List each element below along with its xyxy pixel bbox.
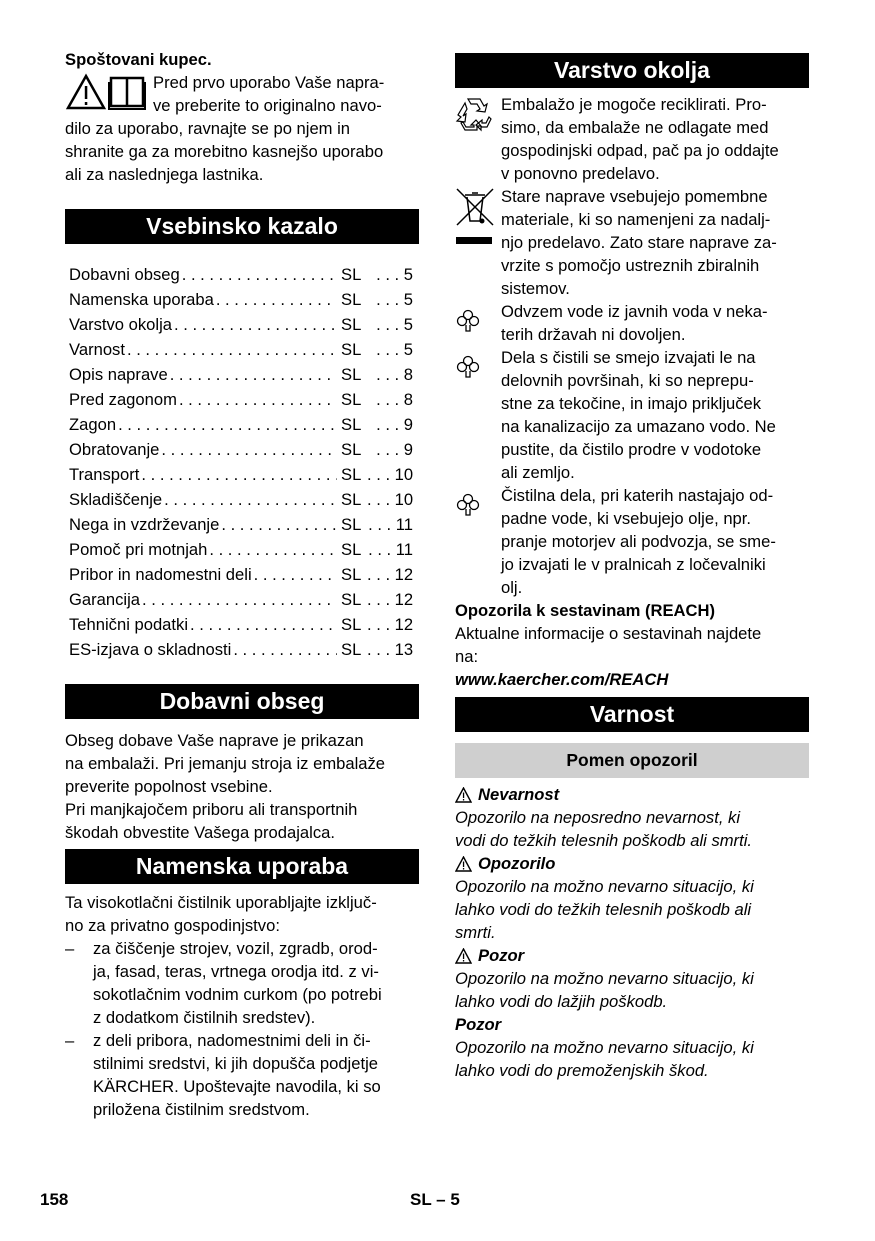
env-item: [455, 300, 809, 346]
use-text: [65, 891, 419, 1121]
toc-entry-label: Nega in vzdrževanje: [69, 515, 220, 534]
toc-entry-page: . . . 8: [367, 387, 413, 412]
toc-entry-label: Obratovanje: [69, 440, 160, 459]
toc-entry-lang: SL: [341, 515, 362, 534]
reach-link[interactable]: www.kaercher.com/REACH: [455, 670, 669, 689]
env-heading: Varstvo okolja: [455, 53, 809, 88]
env-item-text: [501, 93, 779, 185]
hazard-title: [455, 852, 809, 875]
crossed-bin-icon: [455, 185, 501, 300]
scope-heading: Dobavni obseg: [65, 684, 419, 719]
text-line: olj.: [501, 578, 523, 597]
text-line: Opozorilo na neposredno nevarnost, ki: [455, 808, 741, 827]
toc-leader: [161, 437, 337, 462]
toc-leader: [142, 587, 337, 612]
env-item: [455, 93, 809, 185]
toc-entry-page: . . . 10: [367, 462, 413, 487]
toc-leader: [182, 262, 337, 287]
toc-leader: [164, 487, 337, 512]
bullet-item: [65, 937, 419, 1029]
toc-entry-label: Varnost: [69, 340, 125, 359]
intro-line: shranite ga za morebitno kasnejšo uporabo: [65, 142, 384, 161]
text-line: Embalažo je mogoče reciklirati. Pro-: [501, 95, 767, 114]
table-of-contents: [69, 262, 413, 662]
text-line: vrzite s pomočjo ustreznih zbiralnih: [501, 256, 760, 275]
toc-entry-page: . . . 5: [367, 337, 413, 362]
text-line: no za privatno gospodinjstvo:: [65, 916, 280, 935]
toc-entry-page: . . . 9: [367, 412, 413, 437]
text-line: pranje motorjev ali podvozja, se sme-: [501, 532, 776, 551]
text-line: sistemov.: [501, 279, 570, 298]
toc-entry-lang: SL: [341, 390, 362, 409]
text-line: na kanalizacijo za umazano vodo. Ne: [501, 417, 776, 436]
page-number: 158: [40, 1190, 69, 1209]
toc-entry[interactable]: [69, 637, 413, 662]
text-line: v ponovno predelavo.: [501, 164, 660, 183]
toc-leader: [179, 387, 337, 412]
text-line: njo predelavo. Zato stare naprave za-: [501, 233, 777, 252]
text-line: z deli pribora, nadomestnimi deli in či-: [93, 1031, 371, 1050]
text-line: ja, fasad, teras, vrtnega orodja itd. z vi-: [93, 962, 379, 981]
warning-icon: [455, 856, 478, 872]
env-item-text: [501, 300, 768, 346]
section-page: SL – 5: [410, 1190, 460, 1209]
text-line: na:: [455, 647, 479, 666]
toc-entry[interactable]: [69, 387, 413, 412]
toc-entry[interactable]: [69, 487, 413, 512]
toc-entry-lang: SL: [341, 290, 362, 309]
toc-entry-label: Garancija: [69, 590, 141, 609]
text-line: Stare naprave vsebujejo pomembne: [501, 187, 768, 206]
toc-entry-lang: SL: [341, 365, 362, 384]
environment-icon: [455, 300, 501, 346]
recycle-icon: [455, 93, 501, 185]
toc-entry-page: . . . 5: [367, 262, 413, 287]
hazard-title: [455, 783, 809, 806]
toc-entry-lang: SL: [341, 490, 362, 509]
toc-leader: [233, 637, 337, 662]
dash-marker: –: [65, 1031, 75, 1050]
toc-leader: [254, 562, 337, 587]
text-line: Odvzem vode iz javnih voda v neka-: [501, 302, 768, 321]
toc-entry-lang: SL: [341, 440, 362, 459]
toc-entry[interactable]: [69, 462, 413, 487]
reach: [455, 599, 809, 691]
intro-icons: [65, 71, 153, 117]
intro-line: Pred prvo uporabo Vaše napra-: [153, 73, 385, 92]
env-items: [455, 93, 809, 599]
toc-entry-lang: SL: [341, 315, 362, 334]
text-line: Obseg dobave Vaše naprave je prikazan: [65, 731, 364, 750]
toc-entry[interactable]: [69, 437, 413, 462]
env-item: [455, 185, 809, 300]
env-item: [455, 484, 809, 599]
toc-entry-lang: SL: [341, 465, 362, 484]
toc-leader: [221, 512, 337, 537]
toc-entry-page: . . . 9: [367, 437, 413, 462]
text-line: Opozorilo na možno nevarno situacijo, ki: [455, 877, 754, 896]
toc-entry-page: . . . 13: [367, 637, 413, 662]
toc-entry-label: Pribor in nadomestni deli: [69, 565, 252, 584]
toc-entry-lang: SL: [341, 540, 362, 559]
scope-text: [65, 729, 419, 844]
toc-entry-lang: SL: [341, 415, 362, 434]
toc-entry[interactable]: [69, 512, 413, 537]
warning-icon: [455, 787, 478, 803]
text-line: Dela s čistili se smejo izvajati le na: [501, 348, 756, 367]
toc-entry-label: Zagon: [69, 415, 117, 434]
toc-entry-label: Transport: [69, 465, 140, 484]
text-line: materiale, ki so namenjeni za nadalj-: [501, 210, 771, 229]
toc-entry-lang: SL: [341, 265, 362, 284]
warning-and-manual-icon: [65, 73, 149, 111]
toc-leader: [209, 537, 337, 562]
hazard-level: [455, 852, 809, 944]
bullet-item: [65, 1029, 419, 1121]
toc-entry-label: Opis naprave: [69, 365, 168, 384]
environment-icon: [455, 484, 501, 599]
toc-leader: [118, 412, 337, 437]
text-line: lahko vodi do lažjih poškodb.: [455, 992, 668, 1011]
hazard-title-text: Nevarnost: [478, 785, 560, 804]
env-item-text: [501, 484, 776, 599]
intro: [65, 48, 419, 186]
text-line: terih državah ni dovoljen.: [501, 325, 686, 344]
text-line: za čiščenje strojev, vozil, zgradb, orod-: [93, 939, 378, 958]
safety-heading: Varnost: [455, 697, 809, 732]
warning-icon: [455, 948, 478, 964]
toc-entry-lang: SL: [341, 615, 362, 634]
safety-subheading: Pomen opozoril: [455, 743, 809, 778]
env-item-text: [501, 185, 777, 300]
use-heading: Namenska uporaba: [65, 849, 419, 884]
toc-entry-page: . . . 8: [367, 362, 413, 387]
intro-line: ve preberite to originalno navo-: [153, 96, 382, 115]
toc-entry[interactable]: [69, 562, 413, 587]
text-line: stne za tekočine, in imajo priključek: [501, 394, 762, 413]
intro-line: dilo za uporabo, ravnajte se po njem in: [65, 119, 351, 138]
text-line: lahko vodi do težkih telesnih poškodb ali: [455, 900, 752, 919]
toc-entry-lang: SL: [341, 340, 362, 359]
toc-entry-label: Dobavni obseg: [69, 265, 180, 284]
toc-entry-page: . . . 5: [367, 287, 413, 312]
toc-entry-label: ES-izjava o skladnosti: [69, 640, 232, 659]
text-line: padne vode, ki vsebujejo olje, npr.: [501, 509, 751, 528]
toc-entry[interactable]: [69, 412, 413, 437]
env-item: [455, 346, 809, 484]
toc-entry-page: . . . 5: [367, 312, 413, 337]
toc-entry-label: Skladiščenje: [69, 490, 163, 509]
toc-entry[interactable]: [69, 312, 413, 337]
toc-entry-label: Pomoč pri motnjah: [69, 540, 208, 559]
toc-entry[interactable]: [69, 537, 413, 562]
intro-line: ali za naslednjega lastnika.: [65, 165, 264, 184]
text-line: priložena čistilnim sredstvom.: [93, 1100, 310, 1119]
toc-entry-page: . . . 12: [367, 562, 413, 587]
hazard-level: [455, 783, 809, 852]
toc-entry-label: Pred zagonom: [69, 390, 177, 409]
text-line: Ta visokotlačni čistilnik uporabljajte izključ-: [65, 893, 377, 912]
toc-leader: [216, 287, 337, 312]
toc-heading: Vsebinsko kazalo: [65, 209, 419, 244]
toc-leader: [127, 337, 337, 362]
text-line: stilnimi sredstvi, ki jih dopušča podjetje: [93, 1054, 378, 1073]
toc-entry-lang: SL: [341, 565, 362, 584]
text-line: z dodatkom čistilnih sredstev).: [93, 1008, 316, 1027]
hazard-levels: [455, 783, 809, 1082]
toc-entry-page: . . . 12: [367, 587, 413, 612]
text-line: lahko vodi do premoženjskih škod.: [455, 1061, 709, 1080]
text-line: Opozorilo na možno nevarno situacijo, ki: [455, 969, 754, 988]
toc-entry-label: Varstvo okolja: [69, 315, 172, 334]
toc-entry-lang: SL: [341, 640, 362, 659]
text-line: na embalaži. Pri jemanju stroja iz embalaže: [65, 754, 386, 773]
text-line: delovnih površinah, ki so neprepu-: [501, 371, 754, 390]
text-line: gospodinjski odpad, pač pa jo oddajte: [501, 141, 779, 160]
hazard-title-text: Opozorilo: [478, 854, 556, 873]
hazard-level: [455, 944, 809, 1013]
text-line: ali zemljo.: [501, 463, 575, 482]
toc-entry[interactable]: [69, 337, 413, 362]
toc-entry-label: Tehnični podatki: [69, 615, 188, 634]
text-line: vodi do težkih telesnih poškodb ali smrti.: [455, 831, 752, 850]
text-line: jo izvajati le v pralnicah z ločevalniki: [501, 555, 766, 574]
env-item-text: [501, 346, 776, 484]
text-line: simo, da embalaže ne odlagate med: [501, 118, 769, 137]
toc-entry[interactable]: [69, 587, 413, 612]
text-line: Aktualne informacije o sestavinah najdete: [455, 624, 762, 643]
environment-icon: [455, 346, 501, 484]
reach-title: Opozorila k sestavinam (REACH): [455, 601, 716, 620]
text-line: Opozorilo na možno nevarno situacijo, ki: [455, 1038, 754, 1057]
toc-entry-page: . . . 11: [367, 512, 413, 537]
toc-leader: [190, 612, 337, 637]
toc-entry-label: Namenska uporaba: [69, 290, 214, 309]
greeting: Spoštovani kupec.: [65, 50, 212, 69]
hazard-title: [455, 1013, 809, 1036]
text-line: pustite, da čistilo prodre v vodotoke: [501, 440, 762, 459]
toc-entry-page: . . . 11: [367, 537, 413, 562]
toc-leader: [170, 362, 337, 387]
hazard-title: [455, 944, 809, 967]
text-line: sokotlačnim vodnim curkom (po potrebi: [93, 985, 382, 1004]
toc-entry[interactable]: [69, 287, 413, 312]
text-line: Čistilna dela, pri katerih nastajajo od-: [501, 486, 774, 505]
hazard-title-text: Pozor: [478, 946, 525, 965]
hazard-title-text: Pozor: [455, 1015, 502, 1034]
toc-entry[interactable]: [69, 612, 413, 637]
text-line: KÄRCHER. Upoštevajte navodila, ki so: [93, 1077, 381, 1096]
toc-entry-lang: SL: [341, 590, 362, 609]
toc-entry[interactable]: [69, 362, 413, 387]
toc-entry-page: . . . 12: [367, 612, 413, 637]
dash-marker: –: [65, 939, 75, 958]
text-line: smrti.: [455, 923, 496, 942]
toc-entry-page: . . . 10: [367, 487, 413, 512]
text-line: preverite popolnost vsebine.: [65, 777, 273, 796]
hazard-level: [455, 1013, 809, 1082]
text-line: Pri manjkajočem priboru ali transportnih: [65, 800, 358, 819]
toc-leader: [141, 462, 337, 487]
toc-leader: [174, 312, 337, 337]
toc-entry[interactable]: [69, 262, 413, 287]
text-line: škodah obvestite Vašega prodajalca.: [65, 823, 335, 842]
